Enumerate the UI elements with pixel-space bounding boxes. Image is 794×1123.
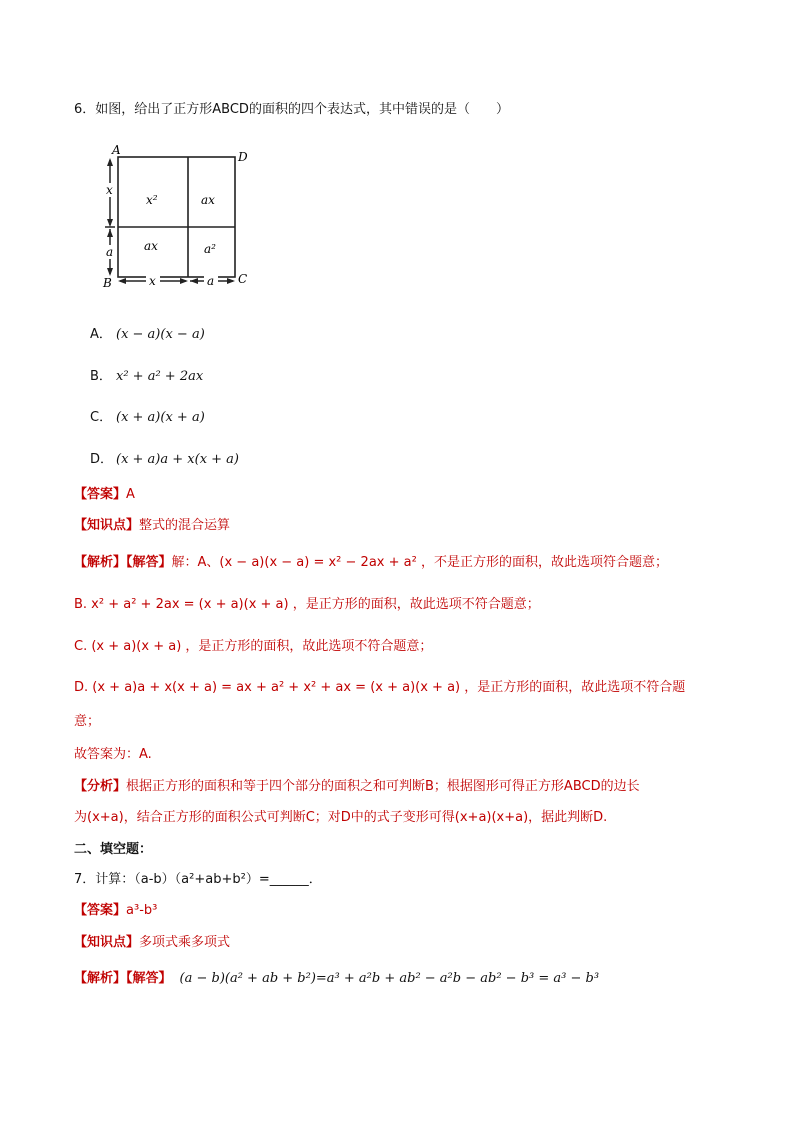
- arrowhead: [227, 278, 235, 284]
- kp-tag: 【知识点】: [74, 518, 140, 533]
- answer-tag: 【答案】: [74, 487, 127, 502]
- section-header: 二、填空题：: [74, 842, 153, 857]
- option-c: [90, 408, 205, 428]
- arrowhead: [107, 268, 113, 276]
- bottom-x: x: [149, 274, 156, 288]
- q6-knowledge-point: [74, 516, 230, 536]
- arrowhead: [107, 219, 113, 227]
- option-expr: (x − a)(x − a): [116, 327, 205, 342]
- bottom-a: a: [207, 274, 215, 288]
- kp-tag: 【知识点】: [74, 935, 140, 950]
- solution-d-line2: 意；: [74, 714, 101, 729]
- option-a: [90, 325, 205, 345]
- arrowhead: [180, 278, 188, 284]
- square-figure: [98, 142, 258, 292]
- arrowhead: [107, 229, 113, 237]
- q6-fenxi: [74, 777, 640, 797]
- arrowhead: [190, 278, 198, 284]
- answer-value: a³-b³: [126, 903, 158, 918]
- side-a: a: [106, 245, 114, 259]
- q7-answer: [74, 901, 157, 921]
- side-x: x: [106, 183, 113, 197]
- analysis-expr: (a − b)(a² + ab + b²)=a³ + a²b + ab² − a²b − ab² − b³ = a³ − b³: [179, 971, 600, 986]
- option-b: [90, 367, 203, 387]
- solution-a: 解：A、(x − a)(x − a) = x² − 2ax + a² ，不是正方形的面积，故此选项符合题意；: [171, 555, 668, 570]
- cell-ax-bottom: ax: [144, 239, 158, 253]
- final-answer: 故答案为：A.: [74, 747, 152, 762]
- solution-b: B. x² + a² + 2ax = (x + a)(x + a) ，是正方形的面积，故此选项不符合题意；: [74, 597, 540, 612]
- arrowhead: [107, 158, 113, 166]
- arrowhead: [118, 278, 126, 284]
- fenxi-tag: 【分析】: [74, 779, 127, 794]
- option-d: [90, 450, 239, 470]
- q6-stem: 6．如图，给出了正方形ABCD的面积的四个表达式，其中错误的是（ ）: [74, 102, 509, 117]
- q7-knowledge-point: [74, 933, 230, 953]
- answer-tag: 【答案】: [74, 903, 127, 918]
- q6-analysis: [74, 553, 668, 573]
- analysis-tag: 【解析】【解答】: [74, 555, 172, 570]
- cell-ax-top: ax: [201, 193, 215, 207]
- square-outline: [118, 157, 235, 277]
- label-D: D: [238, 150, 248, 164]
- option-label: B．: [90, 369, 112, 384]
- option-expr: x² + a² + 2ax: [116, 369, 204, 384]
- option-expr: (x + a)(x + a): [116, 410, 205, 425]
- cell-a2: a²: [204, 242, 216, 256]
- q7-analysis: [74, 969, 599, 989]
- label-A: A: [112, 143, 121, 157]
- option-label: D．: [90, 452, 114, 467]
- solution-c: C. (x + a)(x + a) ，是正方形的面积，故此选项不符合题意；: [74, 639, 433, 654]
- label-B: B: [103, 276, 112, 290]
- q7-stem: 7．计算：（a-b）（a²+ab+b²）=______．: [74, 872, 322, 887]
- option-label: A．: [90, 327, 112, 342]
- option-label: C．: [90, 410, 113, 425]
- option-expr: (x + a)a + x(x + a): [116, 452, 240, 467]
- answer-value: A: [126, 487, 135, 502]
- kp-value: 多项式乘多项式: [139, 935, 231, 950]
- q6-answer: [74, 485, 135, 505]
- fenxi-line1: 根据正方形的面积和等于四个部分的面积之和可判断B；根据图形可得正方形ABCD的边长: [126, 779, 640, 794]
- fenxi-line2: 为(x+a)，结合正方形的面积公式可判断C；对D中的式子变形可得(x+a)(x+a)，据此判断D.: [74, 810, 608, 825]
- cell-x2: x²: [146, 193, 158, 207]
- analysis-tag: 【解析】【解答】: [74, 971, 172, 986]
- solution-d-line1: D. (x + a)a + x(x + a) = ax + a² + x² + ax = (x + a)(x + a) ，是正方形的面积，故此选项不符合题: [74, 680, 686, 695]
- kp-value: 整式的混合运算: [139, 518, 231, 533]
- label-C: C: [238, 272, 248, 286]
